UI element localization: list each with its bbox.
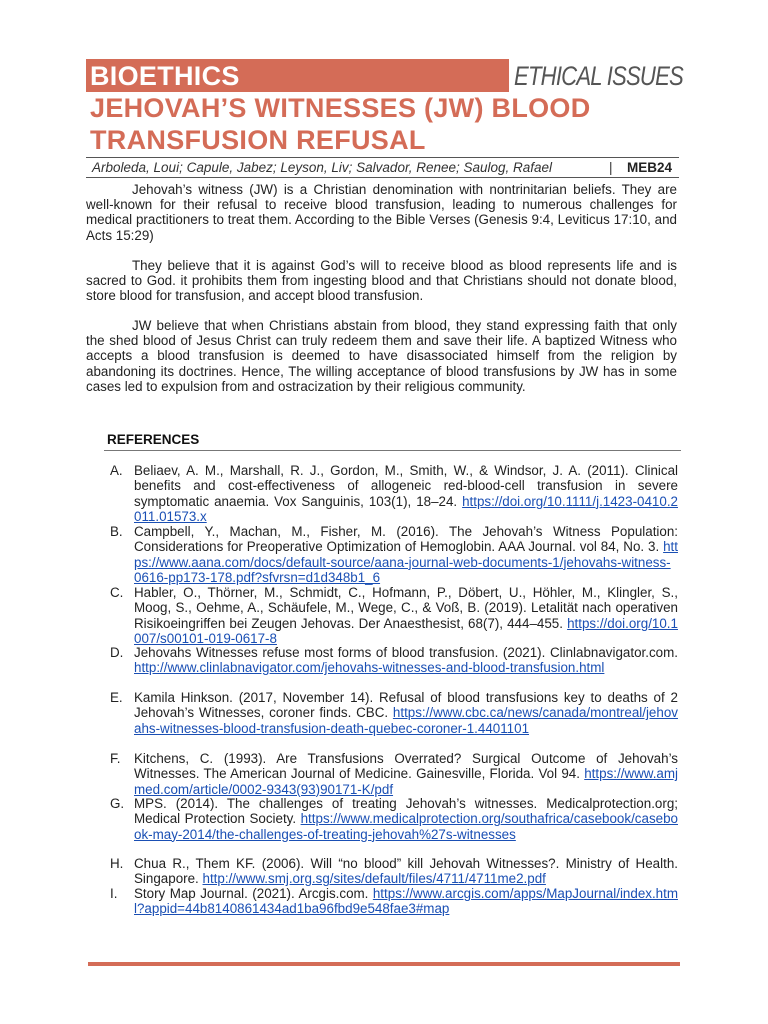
reference-link[interactable]: http://www.smj.org.sg/sites/default/files/4711/4711me2.pdf bbox=[202, 871, 546, 887]
reference-link[interactable]: https://www.cbc.ca/news/canada/montreal/jehovahs-witnesses-blood-transfusion-death-quebec-coroner-1.4401101 bbox=[134, 705, 678, 736]
reference-link[interactable]: https://www.medicalprotection.org/southafrica/casebook/casebook-may-2014/the-challenges-of-treating-jehovah%27s-witnesses bbox=[134, 811, 678, 842]
reference-letter: A. bbox=[110, 463, 123, 478]
reference-link[interactable]: http://www.clinlabnavigator.com/jehovahs-witnesses-and-blood-transfusion.html bbox=[134, 660, 605, 676]
reference-link[interactable]: https://www.arcgis.com/apps/MapJournal/index.html?appid=44b8140861434ad1ba96fbd9e548fae3#map bbox=[134, 886, 678, 917]
reference-item bbox=[134, 886, 678, 917]
section-tag: ETHICAL ISSUES bbox=[514, 61, 683, 91]
reference-item bbox=[134, 585, 678, 646]
reference-letter: I. bbox=[110, 886, 118, 901]
reference-item bbox=[134, 751, 678, 797]
reference-text: MPS. (2014). The challenges of treating Jehovah’s witnesses. Medicalprotection.org; Medical Protection Society. bbox=[134, 796, 678, 827]
reference-text: Kitchens, C. (1993). Are Transfusions Overrated? Surgical Outcome of Jehovah’s Witnesses. The American Journal of Medicine. Gainesville, Florida. Vol 94. bbox=[134, 751, 678, 782]
references-rule bbox=[104, 450, 681, 451]
page-title bbox=[90, 92, 690, 156]
reference-item bbox=[134, 645, 678, 676]
reference-link[interactable]: https://doi.org/10.1111/j.1423-0410.2011.01573.x bbox=[134, 493, 678, 524]
reference-text: Story Map Journal. (2021). Arcgis.com. bbox=[134, 886, 369, 901]
body-paragraph-1: Jehovah’s witness (JW) is a Christian denomination with nontrinitarian beliefs. They are well-known for their refusal to receive blood transfusion, leading to numerous challenges for medical practitioners to treat them. According to the Bible Verses (Genesis 9:4, Leviticus 17:10, and Acts 15:29) bbox=[86, 182, 677, 243]
reference-letter: C. bbox=[110, 585, 124, 600]
reference-item bbox=[134, 463, 678, 524]
footer-rule bbox=[88, 962, 680, 966]
reference-item bbox=[134, 796, 678, 842]
reference-letter: B. bbox=[110, 524, 123, 539]
reference-link[interactable]: https://www.amjmed.com/article/0002-9343(93)90171-K/pdf bbox=[134, 766, 678, 797]
title-line-1: JEHOVAH’S WITNESSES (JW) BLOOD bbox=[90, 93, 591, 123]
reference-text: Habler, O., Thörner, M., Schmidt, C., Hofmann, P., Döbert, U., Höhler, M., Klingler, S., Moog, S., Oehme, A., Schäufele, M., Wege, C., & Voß, B. (2019). Letalität nach operativen Risikoeingriffen bei Zeugen Jehovas. Der Anaesthesist, 68(7), 444–455. bbox=[134, 585, 678, 631]
reference-text: Chua R., Them KF. (2006). Will “no blood” kill Jehovah Witnesses?. Ministry of Health. Singapore. bbox=[134, 856, 678, 887]
reference-letter: G. bbox=[110, 796, 125, 811]
body-paragraph-2: They believe that it is against God’s will to receive blood as blood represents life and is sacred to God. it prohibits them from ingesting blood and that Christians should not donate blood, store blood for transfusion, and accept blood transfusion. bbox=[86, 258, 677, 304]
reference-item bbox=[134, 690, 678, 736]
reference-link[interactable]: https://www.aana.com/docs/default-source/aana-journal-web-documents-1/jehovahs-witness-0616-pp173-178.pdf?sfvrsn=d1d348b1_6 bbox=[134, 539, 678, 585]
course-code: MEB24 bbox=[627, 160, 673, 175]
banner-title: BIOETHICS bbox=[90, 61, 240, 91]
reference-letter: H. bbox=[110, 856, 124, 871]
body-paragraph-3: JW believe that when Christians abstain from blood, they stand expressing faith that only the shed blood of Jesus Christ can truly redeem them and save their life. A baptized Witness who accepts a blood transfusion is deemed to have disassociated himself from the religion by abandoning its doctrines. Hence, The willing acceptance of blood transfusions by JW has in some cases led to expulsion from and ostracization by their religious community. bbox=[86, 318, 677, 394]
reference-letter: F. bbox=[110, 751, 121, 766]
author-list: Arboleda, Loui; Capule, Jabez; Leyson, Liv; Salvador, Renee; Saulog, Rafael bbox=[92, 160, 553, 175]
title-line-2: TRANSFUSION REFUSAL bbox=[90, 125, 426, 155]
reference-text: Kamila Hinkson. (2017, November 14). Refusal of blood transfusions key to deaths of 2 Jehovah’s Witnesses, coroner finds. CBC. bbox=[134, 690, 678, 721]
reference-item bbox=[134, 524, 678, 585]
author-separator: | bbox=[609, 160, 613, 175]
reference-item bbox=[134, 856, 678, 887]
reference-link[interactable]: https://doi.org/10.1007/s00101-019-0617-8 bbox=[134, 615, 678, 646]
reference-letter: D. bbox=[110, 645, 124, 660]
reference-text: Jehovahs Witnesses refuse most forms of blood transfusion. (2021). Clinlabnavigator.com. bbox=[134, 645, 678, 660]
references-heading: REFERENCES bbox=[107, 432, 200, 447]
reference-letter: E. bbox=[110, 690, 123, 705]
reference-text: Campbell, Y., Machan, M., Fisher, M. (2016). The Jehovah’s Witness Population: Considerations for Preoperative Optimization of Hemoglobin. AAA Journal. vol 84, No. 3. bbox=[134, 524, 678, 555]
reference-text: Beliaev, A. M., Marshall, R. J., Gordon, M., Smith, W., & Windsor, J. A. (2011). Clinical benefits and cost-effectiveness of allogeneic red-blood-cell transfusion in severe symptomatic anaemia. Vox Sanguinis, 103(1), 18–24. bbox=[134, 463, 678, 509]
